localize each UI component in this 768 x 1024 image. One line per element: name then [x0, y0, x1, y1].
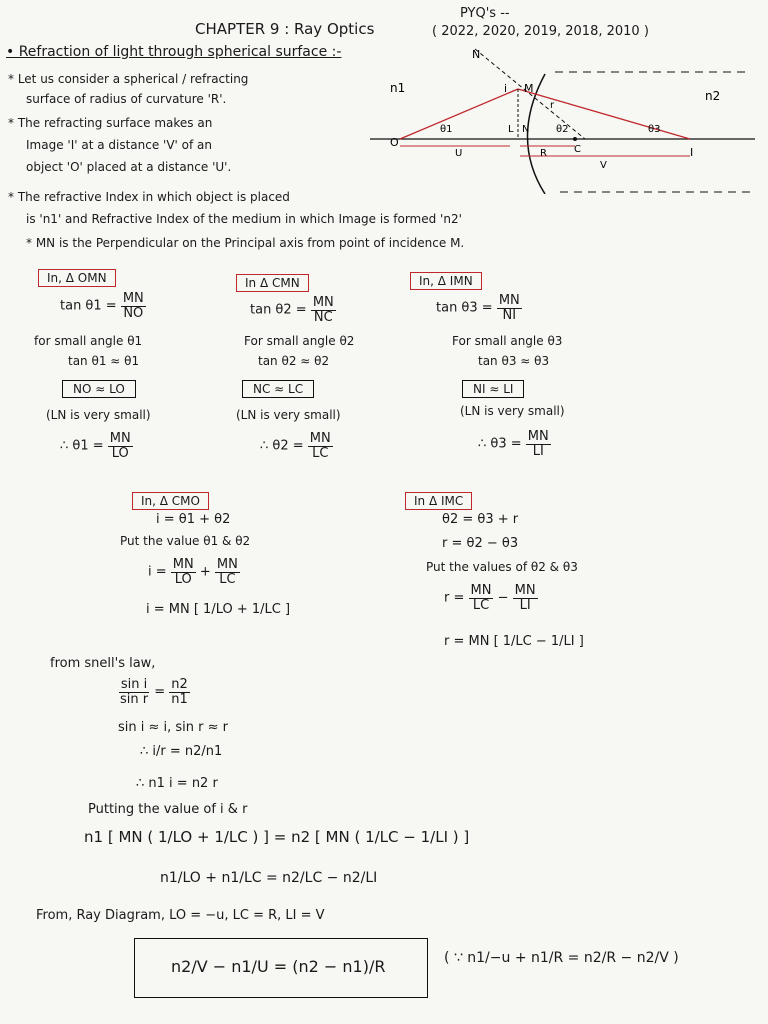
label-u: U [455, 148, 463, 159]
left2-l3-label: i = [148, 564, 167, 580]
right2-line4 [444, 584, 538, 612]
final-result-box [134, 938, 428, 998]
left2-l3-den1: LO [174, 571, 192, 587]
col2-res-label: ∴ θ2 = [260, 438, 304, 454]
label-r-big: R [540, 148, 547, 159]
label-theta1: θ1 [440, 124, 453, 135]
col3-res-num: MN [527, 429, 549, 444]
pyq-years: ( 2022, 2020, 2019, 2018, 2010 ) [432, 24, 649, 39]
snell-eq2: n1/LO + n1/LC = n2/LC − n2/LI [160, 870, 378, 886]
label-c: C [574, 144, 581, 155]
right2-line1: θ2 = θ3 + r [442, 512, 519, 527]
col3-tan-den: NI [502, 307, 517, 323]
incident-ray [400, 89, 518, 139]
left2-line4: i = MN [ 1/LO + 1/LC ] [146, 602, 291, 617]
right2-l4-num2: MN [514, 583, 536, 598]
col1-block [38, 267, 116, 287]
left2-l3-num2: MN [216, 557, 238, 572]
col2-box2: NC ≈ LC [242, 380, 314, 398]
col2-res-num: MN [309, 431, 331, 446]
col2-tan [250, 296, 336, 324]
snell-eq-sign: = [154, 684, 166, 700]
right2-box: In Δ IMC [405, 492, 472, 510]
label-n2: n2 [705, 89, 721, 103]
label-r: r [550, 100, 555, 111]
col3-tan-label: tan θ3 = [436, 300, 493, 316]
intro-line-4: Image 'I' at a distance 'V' of an [26, 138, 213, 152]
left2-line1: i = θ1 + θ2 [156, 512, 231, 527]
label-m: M [524, 82, 534, 95]
col1-note: (LN is very small) [46, 408, 151, 422]
refracted-ray [518, 89, 690, 139]
left2-l3-den2: LC [219, 571, 236, 587]
snell-from: From, Ray Diagram, LO = −u, LC = R, LI = V [36, 908, 325, 923]
left2-l3-plus: + [199, 564, 211, 580]
snell-rhs-num: n2 [171, 677, 188, 692]
label-n: N [472, 48, 481, 61]
centre-point [573, 137, 577, 141]
intro-line-2: surface of radius of curvature 'R'. [26, 92, 227, 106]
snell-approx: sin i ≈ i, sin r ≈ r [118, 720, 229, 735]
col1-tan-num: MN [122, 291, 144, 306]
intro-line-3: * The refracting surface makes an [8, 116, 213, 130]
snell-title: from snell's law, [50, 656, 156, 671]
label-i: i [504, 82, 508, 95]
col3-note: (LN is very small) [460, 404, 565, 418]
col2-note: (LN is very small) [236, 408, 341, 422]
label-theta3: θ3 [648, 124, 661, 135]
right2-line2: r = θ2 − θ3 [442, 536, 519, 551]
right2-l4-den1: LC [472, 597, 490, 613]
col1-small: for small angle θ1 [34, 334, 143, 348]
left2-line3 [148, 558, 240, 586]
col3-result [478, 430, 551, 458]
col1-res-num: MN [109, 431, 131, 446]
label-l: L [508, 124, 514, 135]
intro-line-7: is 'n1' and Refractive Index of the medium in which Image is formed 'n2' [26, 212, 462, 226]
col3-tan [436, 294, 522, 322]
left2-line2: Put the value θ1 & θ2 [120, 534, 251, 548]
col1-res-label: ∴ θ1 = [60, 438, 104, 454]
col3-res-label: ∴ θ3 = [478, 436, 522, 452]
col1-result [60, 432, 133, 460]
final-side-note: ( ∵ n1/−u + n1/R = n2/R − n2/V ) [444, 950, 679, 966]
col2-result [260, 432, 333, 460]
col2-box: In Δ CMN [236, 274, 309, 292]
col1-tan-label: tan θ1 = [60, 298, 117, 314]
snell-putting: Putting the value of i & r [88, 802, 248, 817]
final-formula: n2/V − n1/U = (n2 − n1)/R [171, 957, 386, 976]
col2-tan-label: tan θ2 = [250, 302, 307, 318]
section-title: • Refraction of light through spherical surface :- [6, 44, 342, 60]
snell-equation [118, 678, 190, 706]
col3-approx: tan θ3 ≈ θ3 [478, 354, 550, 368]
snell-lhs-den: sin r [120, 691, 149, 707]
right2-l4-num1: MN [470, 583, 492, 598]
intro-line-6: * The refractive Index in which object is placed [8, 190, 290, 204]
col1-box2: NO ≈ LO [62, 380, 136, 398]
col2-tan-num: MN [312, 295, 334, 310]
snell-big: n1 [ MN ( 1/LO + 1/LC ) ] = n2 [ MN ( 1/LC − 1/LI ) ] [84, 828, 470, 846]
col1-res-den: LO [111, 445, 129, 461]
snell-result: ∴ n1 i = n2 r [136, 776, 218, 791]
col2-tan-den: NC [313, 309, 333, 325]
label-image: I [690, 146, 694, 159]
right2-l4-label: r = [444, 590, 465, 606]
chapter-title: CHAPTER 9 : Ray Optics [195, 20, 375, 38]
left2-l3-num1: MN [172, 557, 194, 572]
label-o: O [390, 136, 399, 149]
label-v: V [600, 160, 607, 171]
label-n1: n1 [390, 81, 406, 95]
snell-ratio: ∴ i/r = n2/n1 [140, 744, 223, 759]
left2-box: In, Δ CMO [132, 492, 209, 510]
col3-box: In, Δ IMN [410, 272, 482, 290]
label-theta2: θ2 [556, 124, 569, 135]
label-n-foot: N [522, 124, 530, 135]
ray-diagram [360, 44, 760, 194]
pyq-label: PYQ's -- [460, 6, 510, 21]
snell-lhs-num: sin i [120, 677, 148, 692]
col1-tan-den: NO [123, 305, 144, 321]
col2-approx: tan θ2 ≈ θ2 [258, 354, 330, 368]
right2-l4-den2: LI [519, 597, 531, 613]
right2-l4-minus: − [497, 590, 509, 606]
intro-line-5: object 'O' placed at a distance 'U'. [26, 160, 232, 174]
col3-box2: NI ≈ LI [462, 380, 524, 398]
col1-tan [60, 292, 146, 320]
intro-line-1: * Let us consider a spherical / refracting [8, 72, 249, 86]
col1-box: In, Δ OMN [38, 269, 116, 287]
snell-rhs-den: n1 [171, 691, 188, 707]
col3-res-den: LI [532, 443, 544, 459]
right2-line3: Put the values of θ2 & θ3 [426, 560, 578, 574]
intro-line-8: * MN is the Perpendicular on the Principal axis from point of incidence M. [26, 236, 465, 250]
right2-line5: r = MN [ 1/LC − 1/LI ] [444, 634, 584, 649]
col2-res-den: LC [312, 445, 329, 461]
col2-small: For small angle θ2 [244, 334, 355, 348]
col1-approx: tan θ1 ≈ θ1 [68, 354, 140, 368]
col3-tan-num: MN [498, 293, 520, 308]
col3-small: For small angle θ3 [452, 334, 563, 348]
